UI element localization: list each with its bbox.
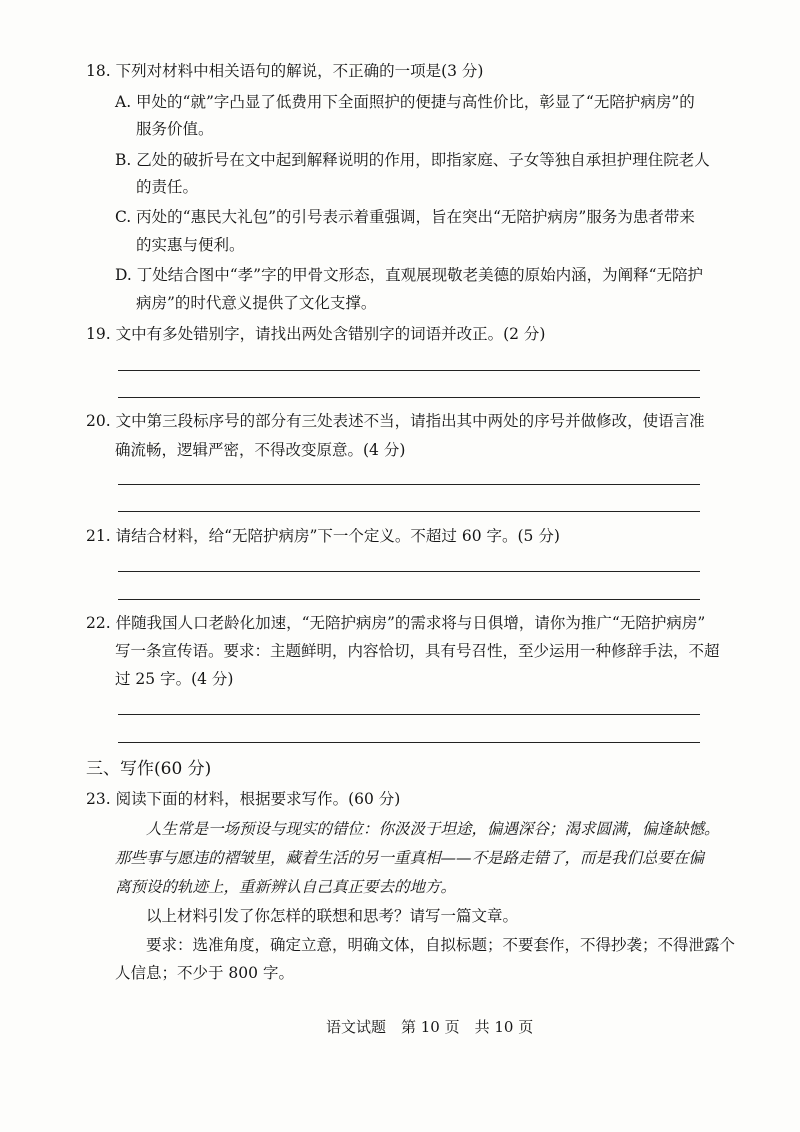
q18-option-a: A. 甲处的“就”字凸显了低费用下全面照护的便捷与高性价比，彰显了“无陪护病房”的 (115, 93, 695, 111)
answer-line (118, 714, 700, 715)
q18-option-c: C. 丙处的“惠民大礼包”的引号表示着重强调，旨在突出“无陪护病房”服务为患者带来 (115, 208, 695, 226)
q22-stem: 22. 伴随我国人口老龄化加速，“无陪护病房”的需求将与日俱增，请你为推广“无陪护病房” (86, 614, 706, 632)
writing-requirements-cont: 人信息；不少于 800 字。 (115, 964, 294, 982)
q18-option-c-cont: 的实惠与便利。 (136, 236, 245, 254)
page-footer: 语文试题 第 10 页 共 10 页 (326, 1018, 534, 1036)
q20-stem: 20. 文中第三段标序号的部分有三处表述不当，请指出其中两处的序号并做修改，使语言准 (86, 412, 705, 430)
q20-stem-cont: 确流畅，逻辑严密，不得改变原意。(4 分) (115, 441, 406, 459)
q18-option-d-cont: 病房”的时代意义提供了文化支撑。 (136, 294, 377, 312)
q18-option-b: B. 乙处的破折号在文中起到解释说明的作用，即指家庭、子女等独自承担护理住院老人 (115, 151, 710, 169)
answer-line (118, 742, 700, 743)
q23-stem: 23. 阅读下面的材料，根据要求写作。(60 分) (86, 790, 401, 808)
answer-line (118, 571, 700, 572)
q22-stem-cont: 写一条宣传语。要求：主题鲜明，内容恰切，具有号召性，至少运用一种修辞手法，不超 (115, 642, 720, 660)
q21-stem: 21. 请结合材料，给“无陪护病房”下一个定义。不超过 60 字。(5 分) (86, 527, 560, 545)
q19-stem: 19. 文中有多处错别字，请找出两处含错别字的词语并改正。(2 分) (86, 325, 546, 343)
writing-prompt: 以上材料引发了你怎样的联想和思考？请写一篇文章。 (146, 907, 519, 925)
answer-line (118, 397, 700, 398)
q18-option-a-cont: 服务价值。 (136, 120, 214, 138)
answer-line (118, 484, 700, 485)
q18-stem: 18. 下列对材料中相关语句的解说，不正确的一项是(3 分) (86, 62, 484, 80)
writing-requirements: 要求：选准角度，确定立意，明确文体，自拟标题；不要套作，不得抄袭；不得泄露个 (146, 936, 736, 954)
answer-line (118, 370, 700, 371)
q18-option-d: D. 丁处结合图中“孝”字的甲骨文形态，直观展现敬老美德的原始内涵，为阐释“无陪护 (115, 266, 704, 284)
answer-line (118, 599, 700, 600)
material-text: 人生常是一场预设与现实的错位：你汲汲于坦途，偏遇深谷；渴求圆满，偏逢缺憾。 (146, 820, 720, 838)
q22-stem-cont: 过 25 字。(4 分) (115, 670, 234, 688)
q18-option-b-cont: 的责任。 (136, 178, 199, 196)
material-text: 那些事与愿违的褶皱里，藏着生活的另一重真相——不是路走错了，而是我们总要在偏 (115, 849, 705, 867)
section-title: 三、写作(60 分) (86, 759, 212, 779)
material-text: 离预设的轨迹上，重新辨认自己真正要去的地方。 (115, 878, 457, 896)
answer-line (118, 511, 700, 512)
